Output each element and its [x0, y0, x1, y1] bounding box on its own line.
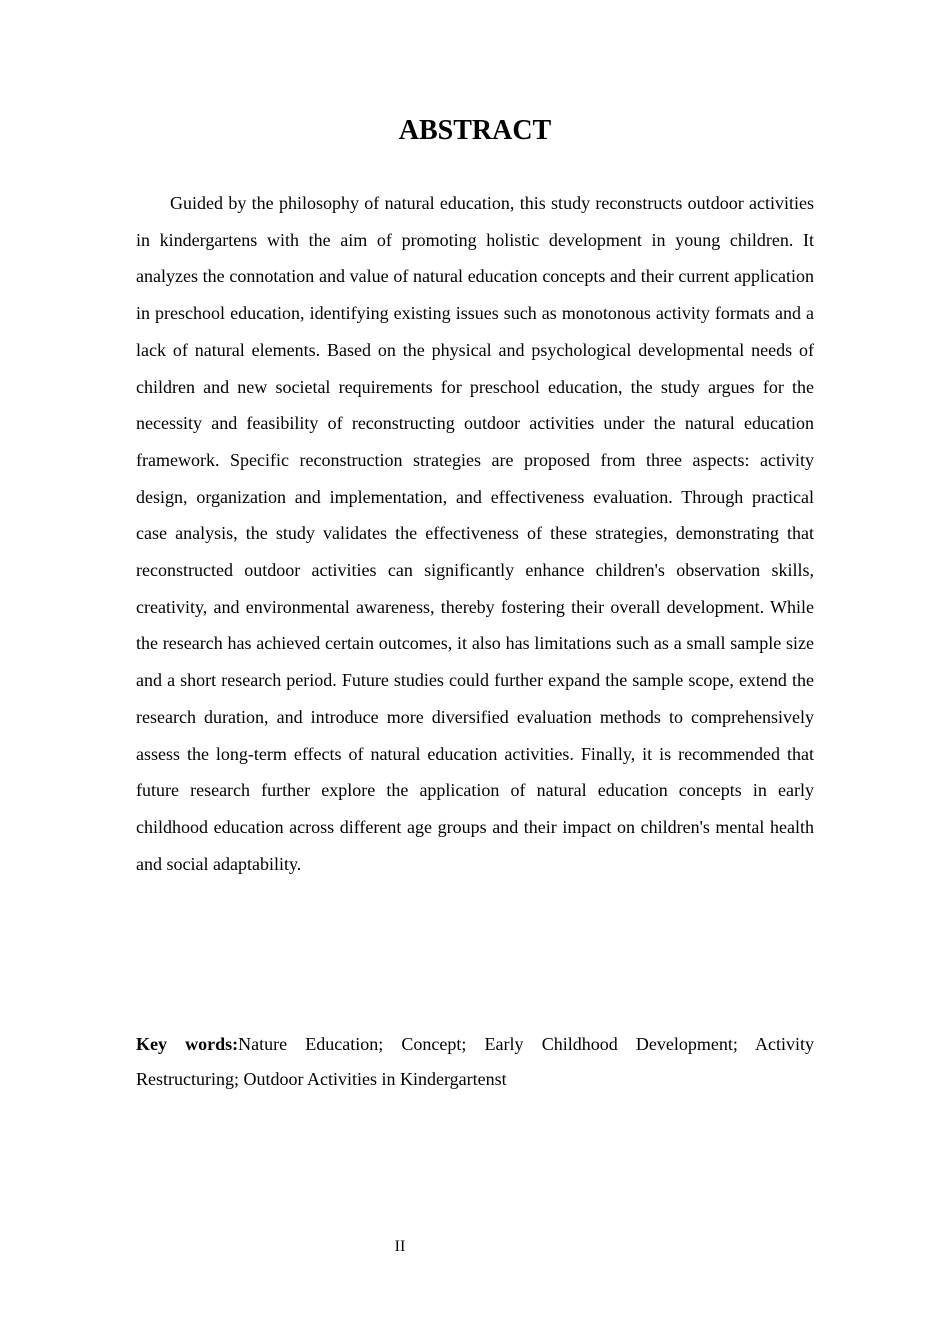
abstract-title: ABSTRACT — [398, 115, 552, 146]
keywords-text: Nature Education; Concept; Early Childhood Development; Activity Restructuring; Outdoor Activities in Kindergartenst — [136, 1034, 814, 1089]
keywords-label: Key words: — [136, 1034, 239, 1054]
abstract-body: Guided by the philosophy of natural education, this study reconstructs outdoor activities in kindergartens with the aim of promoting holistic development in young children. It analyzes the connotation and value of natural education concepts and their current application in preschool education, identifying existing issues such as monotonous activity formats and a lack of natural elements. Based on the physical and psychological developmental needs of children and new societal requirements for preschool education, the study argues for the necessity and feasibility of reconstructing outdoor activities under the natural education framework. Specific reconstruction strategies are proposed from three aspects: activity design, organization and implementation, and effectiveness evaluation. Through practical case analysis, the study validates the effectiveness of these strategies, demonstrating that reconstructed outdoor activities can significantly enhance children's observation skills, creativity, and environmental awareness, thereby fostering their overall development. While the research has achieved certain outcomes, it also has limitations such as a small sample size and a short research period. Future studies could further expand the sample scope, extend the research duration, and introduce more diversified evaluation methods to comprehensively assess the long-term effects of natural education activities. Finally, it is recommended that future research further explore the application of natural education concepts in early childhood education across different age groups and their impact on children's mental health and social adaptability. — [136, 193, 814, 874]
page-number: II — [394, 1238, 406, 1255]
keywords-paragraph — [136, 1027, 814, 1097]
